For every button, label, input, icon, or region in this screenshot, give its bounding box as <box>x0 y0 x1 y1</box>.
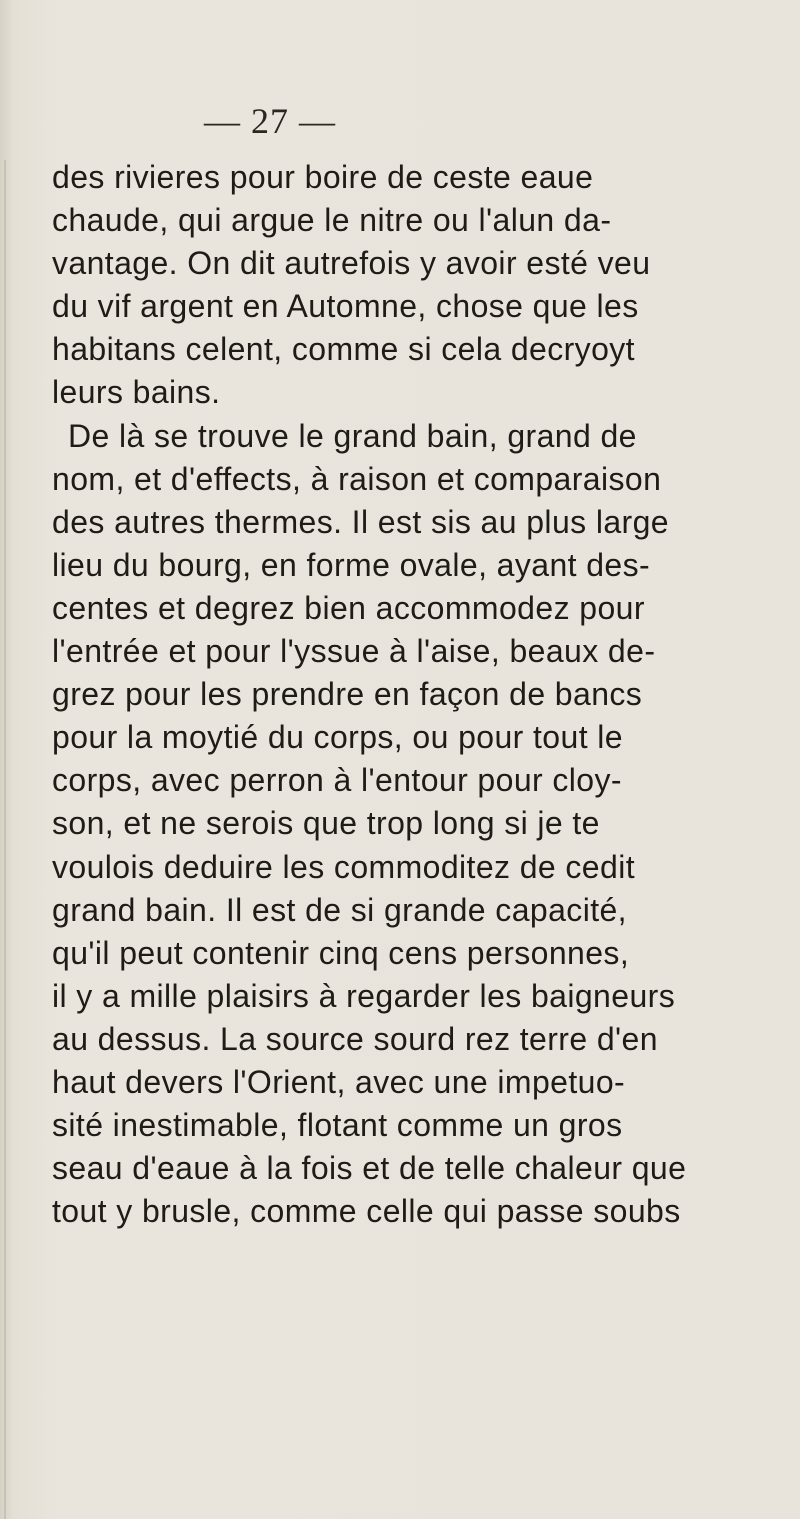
text-line: son, et ne serois que trop long si je te <box>52 805 600 842</box>
page-gutter-edge <box>4 160 6 1519</box>
text-line: habitans celent, comme si cela decryoyt <box>52 331 635 368</box>
text-line: nom, et d'effects, à raison et comparaison <box>52 460 662 497</box>
text-line: chaude, qui argue le nitre ou l'alun da- <box>52 202 612 239</box>
text-line: centes et degrez bien accommodez pour <box>52 589 645 626</box>
text-line: voulois deduire les commoditez de cedit <box>52 848 636 885</box>
text-line: tout y brusle, comme celle qui passe soubs <box>52 1193 681 1230</box>
text-line: leurs bains. <box>52 374 221 411</box>
text-line: seau d'eaue à la fois et de telle chaleur que <box>52 1150 687 1187</box>
text-line: du vif argent en Automne, chose que les <box>52 288 639 325</box>
text-line: grez pour les prendre en façon de bancs <box>52 676 643 713</box>
text-line: qu'il peut contenir cinq cens personnes, <box>52 934 630 971</box>
text-line: des rivieres pour boire de ceste eaue <box>52 159 594 195</box>
body-text <box>52 156 792 1233</box>
paragraph-start-line: De là se trouve le grand bain, grand de <box>68 417 637 454</box>
text-line: lieu du bourg, en forme ovale, ayant des- <box>52 546 651 583</box>
text-line: sité inestimable, flotant comme un gros <box>52 1107 623 1144</box>
text-line: au dessus. La source sourd rez terre d'en <box>52 1020 658 1057</box>
text-line: des autres thermes. Il est sis au plus large <box>52 503 669 540</box>
text-line: haut devers l'Orient, avec une impetuo- <box>52 1063 626 1100</box>
text-line: l'entrée et pour l'yssue à l'aise, beaux de- <box>52 633 656 670</box>
text-line: grand bain. Il est de si grande capacité, <box>52 891 627 928</box>
text-line: vantage. On dit autrefois y avoir esté veu <box>52 245 651 282</box>
text-line: il y a mille plaisirs à regarder les baigneurs <box>52 977 676 1014</box>
text-line: corps, avec perron à l'entour pour cloy- <box>52 762 622 799</box>
text-line: pour la moytié du corps, ou pour tout le <box>52 719 623 756</box>
page-number: — 27 — <box>204 101 336 141</box>
